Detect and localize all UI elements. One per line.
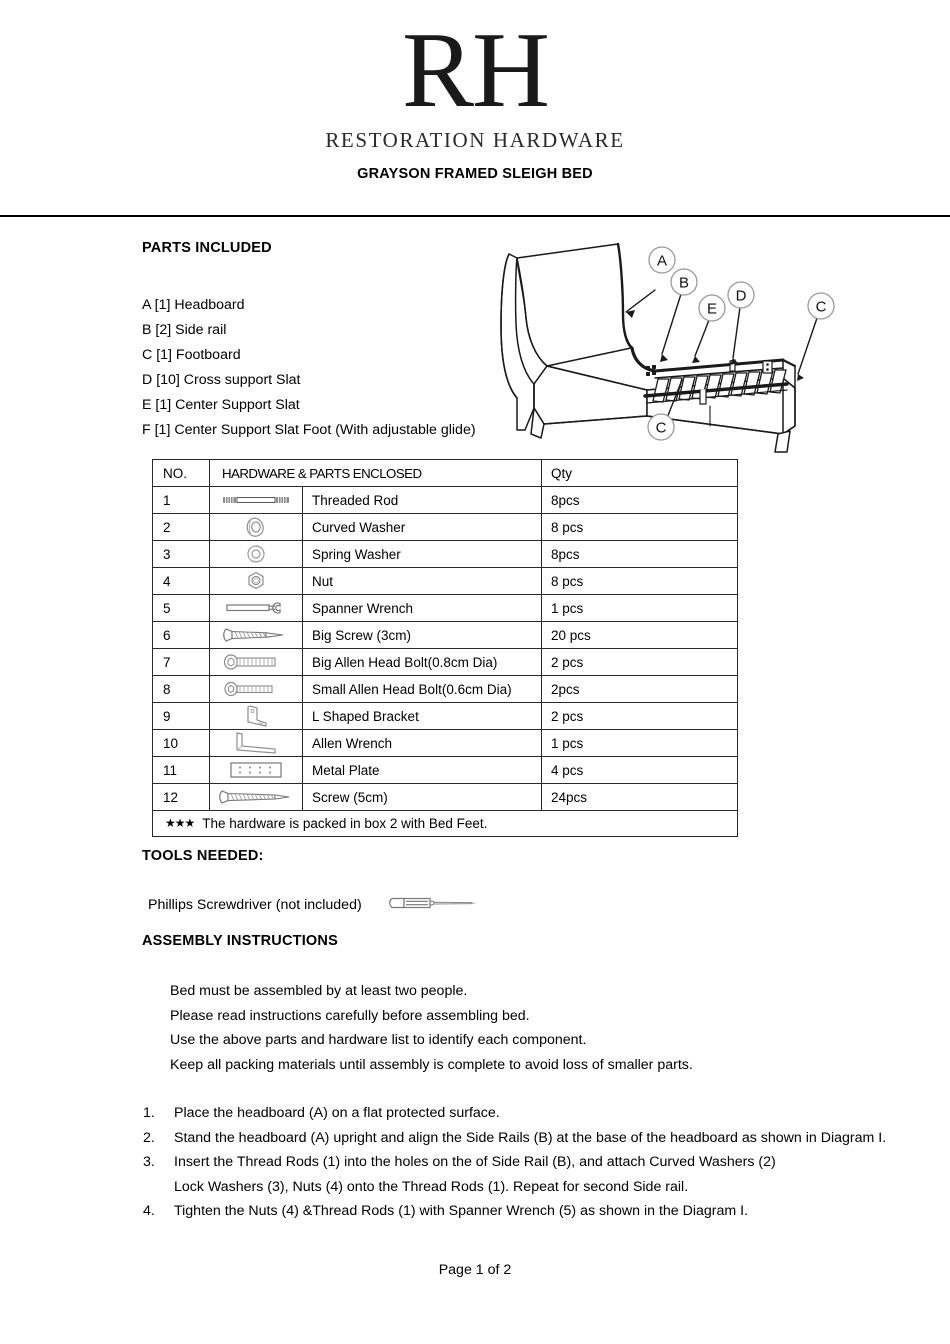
row-number: 10 — [153, 730, 210, 757]
assembly-step — [143, 1126, 943, 1151]
part-qty: 8 pcs — [542, 514, 738, 541]
hardware-parts-table — [152, 459, 738, 837]
page-footer: Page 1 of 2 — [438, 1262, 512, 1278]
table-row — [153, 514, 738, 541]
assembly-step — [143, 1101, 943, 1126]
column-header-hardware: HARDWARE & PARTS ENCLOSED — [210, 460, 542, 487]
assembly-instructions-heading: ASSEMBLY INSTRUCTIONS — [142, 933, 338, 949]
list-item: E [1] Center Support Slat — [142, 397, 300, 413]
callout-c-bottom — [648, 414, 674, 440]
step-number: 3. — [143, 1154, 155, 1171]
callout-label: A — [656, 252, 668, 270]
row-number: 6 — [153, 622, 210, 649]
step-text: Stand the headboard (A) upright and align the Side Rails (B) at the base of the headboard as shown in Diagram I. — [174, 1129, 887, 1146]
part-name: Allen Wrench — [303, 730, 542, 757]
big-screw-icon — [210, 622, 303, 649]
step-number: 2. — [143, 1129, 155, 1146]
list-item: D [10] Cross support Slat — [142, 372, 301, 388]
table-row — [153, 487, 738, 514]
part-qty: 2 pcs — [542, 649, 738, 676]
list-item: A [1] Headboard — [142, 297, 245, 313]
table-row — [153, 649, 738, 676]
parts-included-heading: PARTS INCLUDED — [142, 240, 272, 256]
row-number: 4 — [153, 568, 210, 595]
hardware-note-text: The hardware is packed in box 2 with Bed Feet. — [202, 816, 488, 831]
row-number: 2 — [153, 514, 210, 541]
curved-washer-icon — [210, 514, 303, 541]
table-row — [153, 568, 738, 595]
hardware-note-cell — [153, 811, 738, 837]
tool-item — [148, 894, 548, 916]
row-number: 12 — [153, 784, 210, 811]
table-row — [153, 622, 738, 649]
tools-needed-heading: TOOLS NEEDED: — [142, 848, 264, 864]
step-continuation: Lock Washers (3), Nuts (4) onto the Thread Rods (1). Repeat for second Side rail. — [174, 1178, 689, 1195]
big-allen-head-bolt-icon — [210, 649, 303, 676]
part-name: Curved Washer — [303, 514, 542, 541]
list-item: C [1] Footboard — [142, 347, 241, 363]
part-qty: 8pcs — [542, 541, 738, 568]
document-title: GRAYSON FRAMED SLEIGH BED — [357, 165, 593, 182]
parts-included-list — [142, 293, 476, 443]
step-number: 4. — [143, 1203, 155, 1220]
assembly-step — [143, 1199, 943, 1224]
screw-icon — [210, 784, 303, 811]
part-name: Spring Washer — [303, 541, 542, 568]
part-qty: 4 pcs — [542, 757, 738, 784]
table-note-row — [153, 811, 738, 837]
row-number: 7 — [153, 649, 210, 676]
spring-washer-icon — [210, 541, 303, 568]
callout-e — [699, 295, 725, 321]
row-number: 11 — [153, 757, 210, 784]
table-row — [153, 730, 738, 757]
part-name: Small Allen Head Bolt(0.6cm Dia) — [303, 676, 542, 703]
part-qty: 20 pcs — [542, 622, 738, 649]
part-qty: 1 pcs — [542, 595, 738, 622]
callout-label: B — [678, 274, 690, 292]
step-text: Insert the Thread Rods (1) into the holes on the of Side Rail (B), and attach Curved Washers (2) — [174, 1154, 776, 1171]
row-number: 5 — [153, 595, 210, 622]
part-qty: 2 pcs — [542, 703, 738, 730]
part-name: Nut — [303, 568, 542, 595]
step-text: Tighten the Nuts (4) &Thread Rods (1) with Spanner Wrench (5) as shown in the Diagram I. — [174, 1203, 749, 1220]
assembly-note: Please read instructions carefully before assembling bed. — [170, 1007, 530, 1024]
part-name: Spanner Wrench — [303, 595, 542, 622]
column-header-qty: Qty — [542, 460, 738, 487]
list-item: B [2] Side rail — [142, 322, 227, 338]
brand-name: RESTORATION HARDWARE — [325, 127, 625, 152]
list-item: F [1] Center Support Slat Foot (With adjustable glide) — [142, 422, 476, 438]
tool-label: Phillips Screwdriver (not included) — [148, 897, 362, 913]
assembly-note: Keep all packing materials until assembly is complete to avoid loss of smaller parts. — [170, 1056, 693, 1073]
part-name: Screw (5cm) — [303, 784, 542, 811]
row-number: 1 — [153, 487, 210, 514]
callout-label: D — [735, 287, 747, 305]
spanner-wrench-icon — [210, 595, 303, 622]
callout-label: C — [655, 419, 667, 437]
row-number: 9 — [153, 703, 210, 730]
assembly-note: Use the above parts and hardware list to identify each component. — [170, 1032, 587, 1049]
step-text: Place the headboard (A) on a flat protected surface. — [174, 1105, 500, 1121]
table-row — [153, 757, 738, 784]
header-divider — [0, 215, 950, 217]
rh-logo: RH — [401, 11, 549, 130]
bed-assembly-diagram — [495, 238, 850, 453]
assembly-steps — [143, 1101, 943, 1224]
row-number: 3 — [153, 541, 210, 568]
assembly-notes — [170, 979, 693, 1077]
assembly-note: Bed must be assembled by at least two people. — [170, 983, 468, 999]
bed-illustration — [495, 238, 850, 453]
part-qty: 8pcs — [542, 487, 738, 514]
table-row — [153, 676, 738, 703]
column-header-no: NO. — [153, 460, 210, 487]
callout-d — [728, 282, 754, 308]
part-qty: 8 pcs — [542, 568, 738, 595]
table-row — [153, 703, 738, 730]
row-number: 8 — [153, 676, 210, 703]
callout-b — [671, 269, 697, 295]
part-name: Threaded Rod — [303, 487, 542, 514]
callout-label: E — [706, 300, 718, 318]
metal-plate-icon — [210, 757, 303, 784]
part-qty: 24pcs — [542, 784, 738, 811]
callout-c-right — [808, 293, 834, 319]
small-allen-head-bolt-icon — [210, 676, 303, 703]
part-name: L Shaped Bracket — [303, 703, 542, 730]
step-number: 1. — [143, 1105, 155, 1121]
part-name: Metal Plate — [303, 757, 542, 784]
brand-header — [0, 11, 950, 182]
part-name: Big Screw (3cm) — [303, 622, 542, 649]
assembly-step — [143, 1150, 943, 1175]
callout-label: C — [815, 298, 827, 316]
part-name: Big Allen Head Bolt(0.8cm Dia) — [303, 649, 542, 676]
phillips-screwdriver-icon — [388, 894, 480, 916]
threaded-rod-icon — [210, 487, 303, 514]
table-header-row — [153, 460, 738, 487]
table-row — [153, 784, 738, 811]
nut-icon — [210, 568, 303, 595]
l-shaped-bracket-icon — [210, 703, 303, 730]
table-row — [153, 541, 738, 568]
callout-a — [649, 247, 675, 273]
note-stars-marker: ★★★ — [165, 816, 195, 830]
table-row — [153, 595, 738, 622]
part-qty: 2pcs — [542, 676, 738, 703]
part-qty: 1 pcs — [542, 730, 738, 757]
allen-wrench-icon — [210, 730, 303, 757]
